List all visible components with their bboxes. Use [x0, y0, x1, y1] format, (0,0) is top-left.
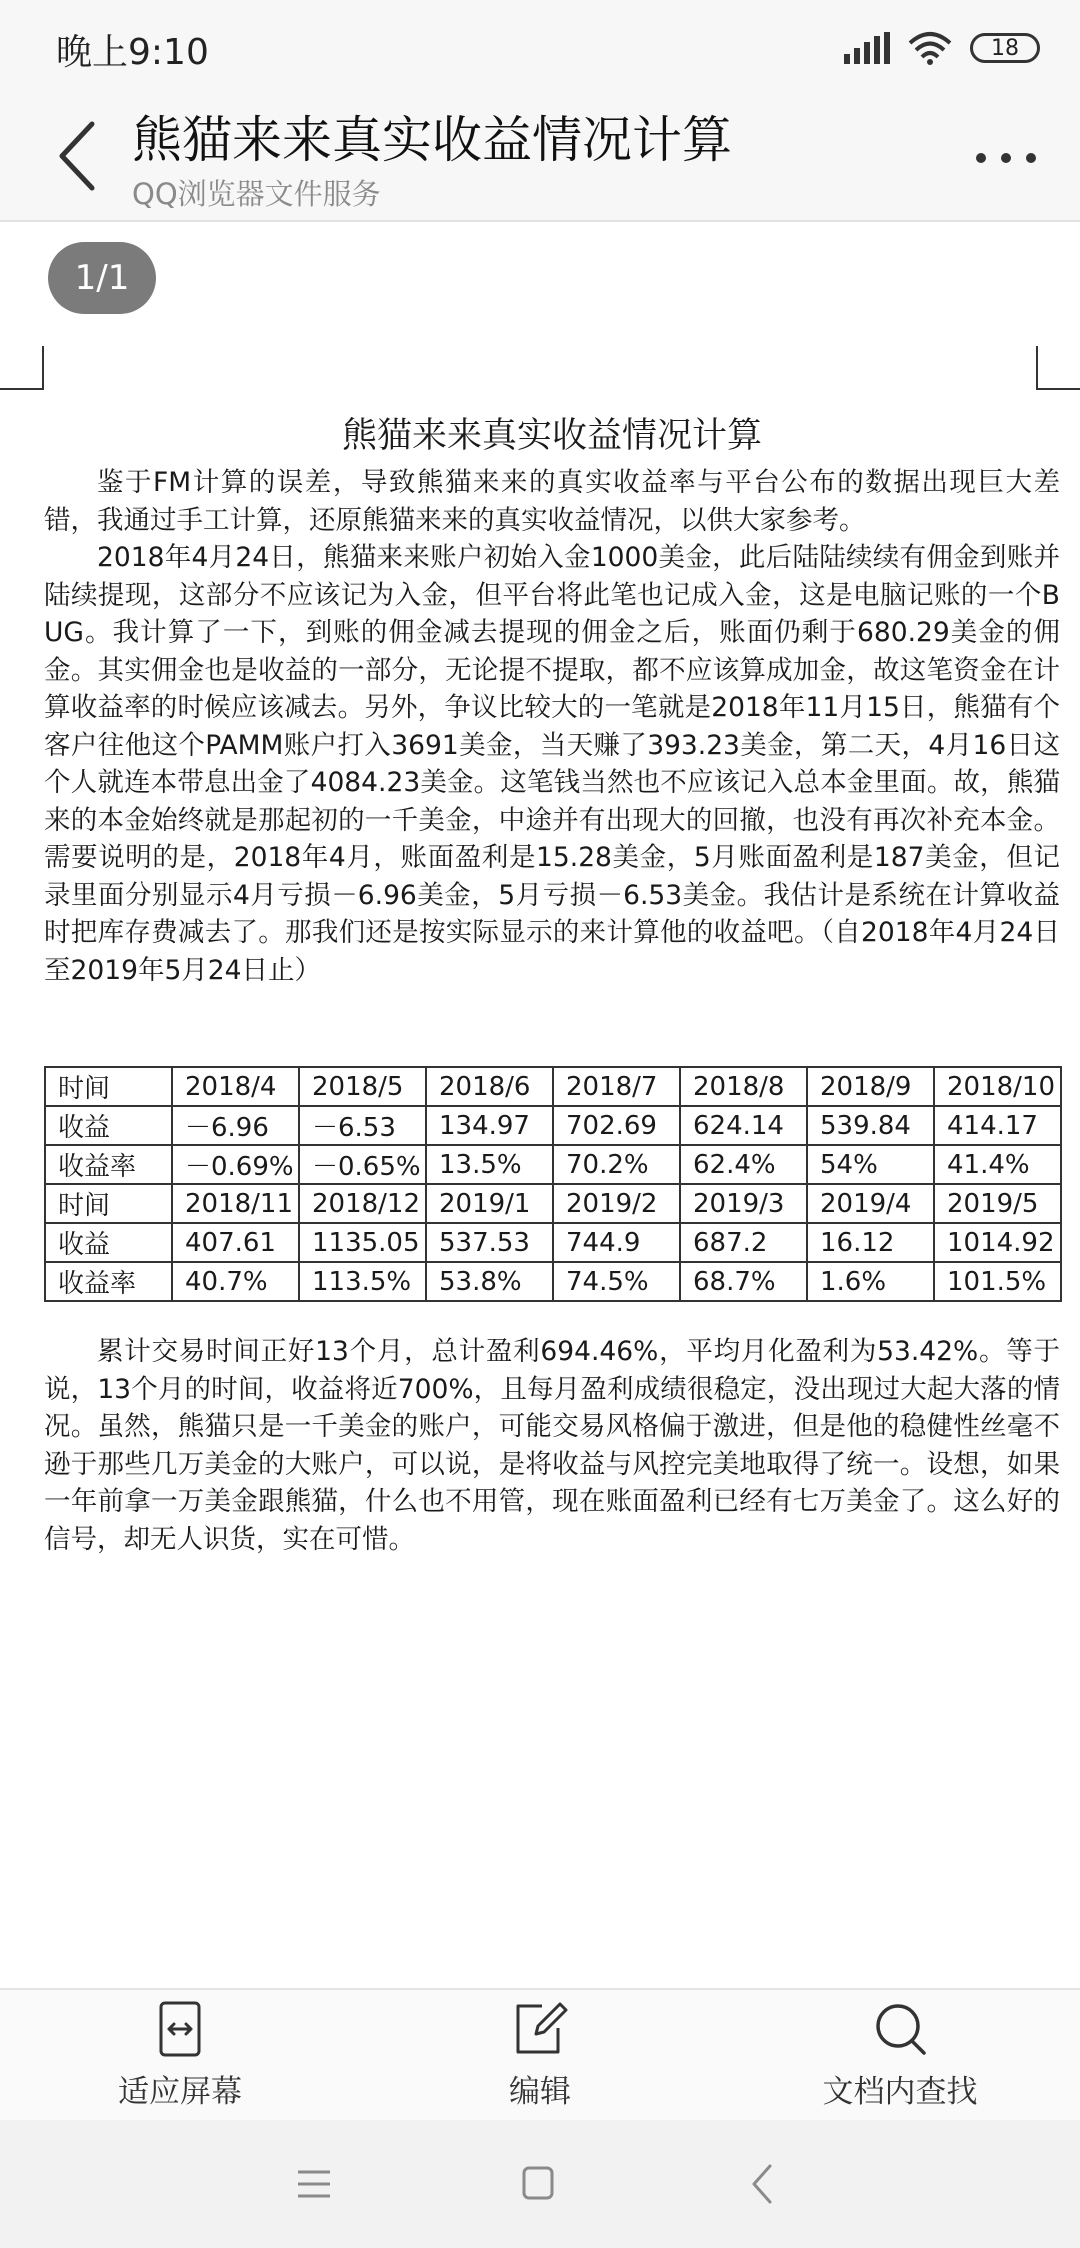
more-dot-icon — [976, 153, 986, 163]
page-indicator: 1/1 — [48, 242, 156, 314]
document-conclusion — [44, 1333, 1060, 1558]
table-cell: 2018/12 — [299, 1184, 426, 1223]
table-cell: 702.69 — [553, 1106, 680, 1145]
table-cell: 2018/9 — [807, 1067, 934, 1106]
fit-screen-icon — [157, 2000, 203, 2058]
table-row — [45, 1145, 1061, 1184]
table-cell: 2018/10 — [934, 1067, 1061, 1106]
table-cell: 2018/7 — [553, 1067, 680, 1106]
table-cell: 41.4% — [934, 1145, 1061, 1184]
table-cell: 收益 — [45, 1223, 172, 1262]
more-dot-icon — [1026, 153, 1036, 163]
table-row — [45, 1223, 1061, 1262]
find-in-document-button[interactable] — [780, 2000, 1020, 2112]
table-cell: 744.9 — [553, 1223, 680, 1262]
back-arrow-icon — [48, 116, 108, 196]
table-cell: 1.6% — [807, 1262, 934, 1301]
table-cell: 74.5% — [553, 1262, 680, 1301]
table-cell: 40.7% — [172, 1262, 299, 1301]
page-subtitle: QQ浏览器文件服务 — [132, 177, 381, 211]
search-icon — [872, 2000, 928, 2058]
table-cell: 2018/4 — [172, 1067, 299, 1106]
edit-icon — [512, 2000, 568, 2058]
table-cell: 收益率 — [45, 1145, 172, 1184]
table-row — [45, 1067, 1061, 1106]
back-button[interactable] — [48, 116, 108, 196]
table-cell: 624.14 — [680, 1106, 807, 1145]
table-cell: 16.12 — [807, 1223, 934, 1262]
edit-label: 编辑 — [509, 2074, 571, 2110]
status-icons — [844, 28, 1040, 68]
table-row — [45, 1106, 1061, 1145]
battery-level: 18 — [991, 35, 1019, 61]
table-cell: 2019/1 — [426, 1184, 553, 1223]
table-cell: 2018/8 — [680, 1067, 807, 1106]
earnings-table — [44, 1066, 1062, 1302]
table-cell: 收益 — [45, 1106, 172, 1145]
crop-mark-right — [1036, 346, 1080, 390]
back-nav-icon[interactable] — [734, 2158, 794, 2210]
document-paragraph: 鉴于FM计算的误差，导致熊猫来来的真实收益率与平台公布的数据出现巨大差错，我通过手工计算，还原熊猫来来的真实收益情况，以供大家参考。 — [44, 467, 1060, 536]
menu-icon[interactable] — [284, 2158, 344, 2210]
wifi-icon — [908, 31, 952, 65]
fit-screen-button[interactable] — [60, 2000, 300, 2112]
system-nav-bar — [0, 2120, 1080, 2248]
table-cell: 13.5% — [426, 1145, 553, 1184]
table-cell: 2018/5 — [299, 1067, 426, 1106]
table-cell: 收益率 — [45, 1262, 172, 1301]
signal-icon — [844, 32, 890, 64]
table-cell: 113.5% — [299, 1262, 426, 1301]
table-row — [45, 1184, 1061, 1223]
table-cell: 2019/5 — [934, 1184, 1061, 1223]
status-time: 晚上9:10 — [56, 32, 209, 73]
table-cell: 101.5% — [934, 1262, 1061, 1301]
battery-icon — [970, 33, 1040, 63]
table-cell: －6.96 — [172, 1106, 299, 1145]
document-body — [44, 410, 1060, 989]
table-cell: 2019/4 — [807, 1184, 934, 1223]
document-title: 熊猫来来真实收益情况计算 — [341, 416, 762, 456]
table-cell: 539.84 — [807, 1106, 934, 1145]
table-row — [45, 1262, 1061, 1301]
home-icon[interactable] — [508, 2158, 568, 2210]
document-paragraph: 2018年4月24日，熊猫来来账户初始入金1000美金，此后陆陆续续有佣金到账并陆续提现，这部分不应该记为入金，但平台将此笔也记成入金，这是电脑记账的一个BUG。我计算了一下，到账的佣金减去提现的佣金之后，账面仍剩于680.29美金的佣金。其实佣金也是收益的一部分，无论提不提取，都不应该算成加金，故这笔资金在计算收益率的时候应该减去。另外，争议比较大的一笔就是2018年11月15日，熊猫有个客户往他这个PAMM账户打入3691美金，当天赚了393.23美金，第二天，4月16日这个人就连本带息出金了4084.23美金。这笔钱当然也不应该记入总本金里面。故，熊猫来的本金始终就是那起初的一千美金，中途并有出现大的回撤，也没有再次补充本金。需要说明的是，2018年4月，账面盈利是15.28美金，5月账面盈利是187美金，但记录里面分别显示4月亏损－6.96美金，5月亏损－6.53美金。我估计是系统在计算收益时把库存费减去了。那我们还是按实际显示的来计算他的收益吧。（自2018年4月24日至2019年5月24日止） — [44, 542, 1060, 986]
table-cell: 1014.92 — [934, 1223, 1061, 1262]
document-paragraph: 累计交易时间正好13个月，总计盈利694.46%，平均月化盈利为53.42%。等于说，13个月的时间，收益将近700%，且每月盈利成绩很稳定，没出现过大起大落的情况。虽然，熊猫只是一千美金的账户，可能交易风格偏于激进，但是他的稳健性丝毫不逊于那些几万美金的大账户，可以说，是将收益与风控完美地取得了统一。设想，如果一年前拿一万美金跟熊猫，什么也不用管，现在账面盈利已经有七万美金了。这么好的信号，却无人识货，实在可惜。 — [44, 1336, 1060, 1555]
more-options-button[interactable] — [976, 146, 1036, 170]
fit-screen-label: 适应屏幕 — [118, 2074, 242, 2110]
more-dot-icon — [1001, 153, 1011, 163]
table-cell: 134.97 — [426, 1106, 553, 1145]
table-cell: 2018/6 — [426, 1067, 553, 1106]
title-bar — [0, 90, 1080, 222]
crop-mark-left — [0, 346, 44, 390]
page-title: 熊猫来来真实收益情况计算 — [132, 111, 732, 169]
table-cell: 时间 — [45, 1184, 172, 1223]
table-cell: 70.2% — [553, 1145, 680, 1184]
table-cell: 407.61 — [172, 1223, 299, 1262]
table-cell: 2019/2 — [553, 1184, 680, 1223]
table-cell: 53.8% — [426, 1262, 553, 1301]
table-cell: 2019/3 — [680, 1184, 807, 1223]
find-in-document-label: 文档内查找 — [822, 2074, 978, 2110]
table-cell: 54% — [807, 1145, 934, 1184]
table-cell: －0.65% — [299, 1145, 426, 1184]
bottom-toolbar — [0, 1988, 1080, 2120]
table-cell: －6.53 — [299, 1106, 426, 1145]
table-cell: 414.17 — [934, 1106, 1061, 1145]
table-cell: －0.69% — [172, 1145, 299, 1184]
table-cell: 68.7% — [680, 1262, 807, 1301]
status-bar — [0, 0, 1080, 90]
edit-button[interactable] — [420, 2000, 660, 2112]
table-cell: 1135.05 — [299, 1223, 426, 1262]
table-cell: 2018/11 — [172, 1184, 299, 1223]
table-cell: 62.4% — [680, 1145, 807, 1184]
table-cell: 时间 — [45, 1067, 172, 1106]
table-cell: 687.2 — [680, 1223, 807, 1262]
table-cell: 537.53 — [426, 1223, 553, 1262]
